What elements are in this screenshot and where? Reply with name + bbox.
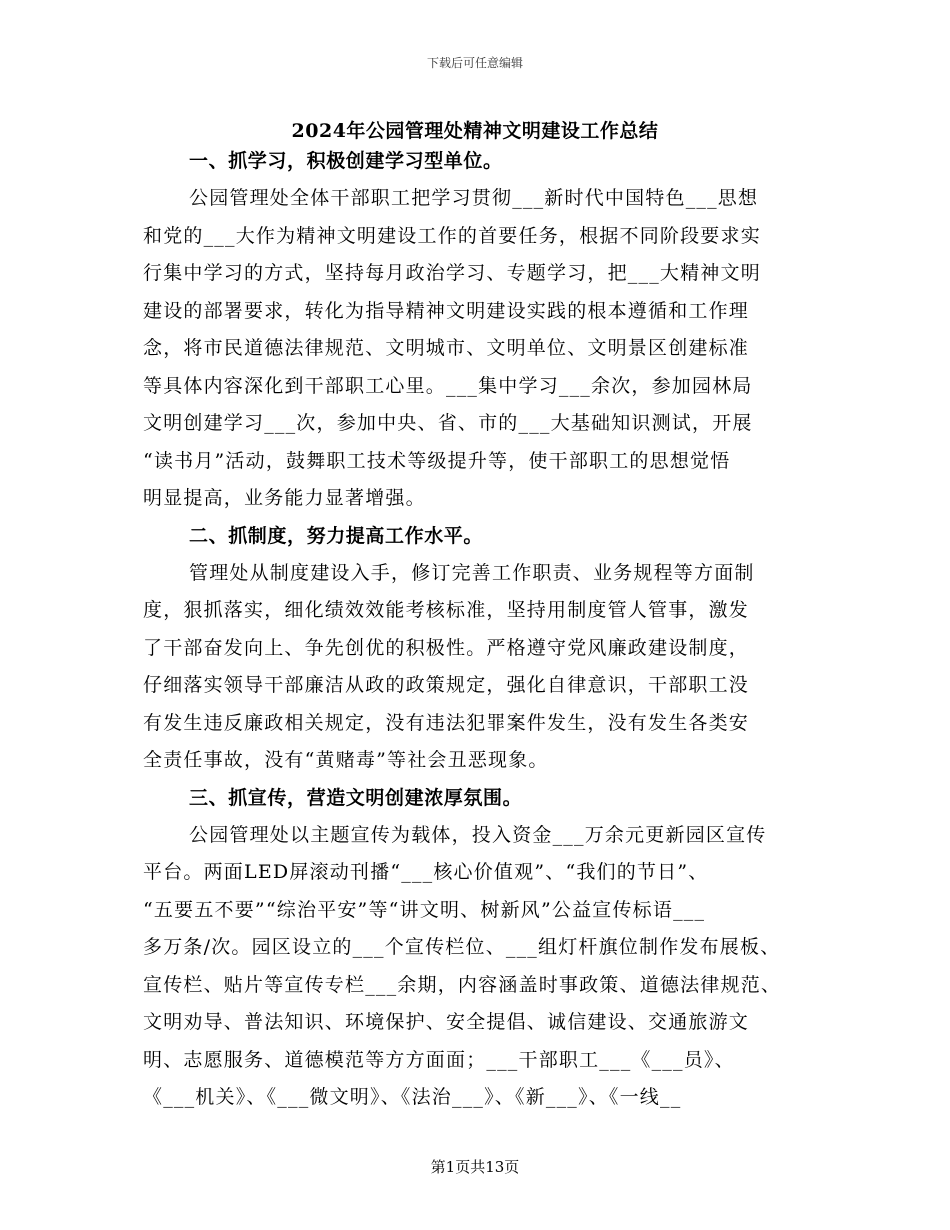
paragraph-line: 仔细落实领导干部廉洁从政的政策规定，强化自律意识，干部职工没 bbox=[143, 674, 750, 696]
paragraph-line: 明、志愿服务、道德模范等方方面面；___干部职工___《___员》、 bbox=[143, 1048, 735, 1071]
paragraph-line: 平台。两面LED屏滚动刊播“___核心价值观”、“我们的节日”、 bbox=[143, 861, 709, 883]
section-heading-3: 三、抓宣传，营造文明创建浓厚氛围。 bbox=[189, 786, 523, 809]
document-body bbox=[143, 143, 808, 1117]
paragraph-line: 度，狠抓落实，细化绩效效能考核标准，坚持用制度管人管事，激发 bbox=[143, 599, 750, 621]
paragraph-line: 行集中学习的方式，坚持每月政治学习、专题学习，把___大精神文明 bbox=[143, 262, 761, 284]
paragraph-line: 宣传栏、贴片等宣传专栏___余期，内容涵盖时事政策、道德法律规范、 bbox=[143, 973, 782, 996]
paragraph-line: 《___机关》、《___微文明》、《法治___》、《新___》、《一线__ bbox=[143, 1086, 682, 1108]
paragraph-line: “读书月”活动，鼓舞职工技术等级提升等，使干部职工的思想觉悟 bbox=[143, 449, 731, 472]
section-heading-1: 一、抓学习，积极创建学习型单位。 bbox=[189, 150, 503, 172]
paragraph-line: 明显提高，业务能力显著增强。 bbox=[143, 487, 426, 509]
header-note: 下载后可任意编辑 bbox=[426, 56, 523, 70]
paragraph-line: 公园管理处以主题宣传为载体，投入资金___万余元更新园区宣传 bbox=[189, 823, 767, 846]
paragraph-line: 文明劝导、普法知识、环境保护、安全提倡、诚信建设、交通旅游文 bbox=[143, 1011, 750, 1033]
paragraph-line: 了干部奋发向上、争先创优的积极性。严格遵守党风廉政建设制度， bbox=[143, 636, 750, 659]
paragraph-line: 念，将市民道德法律规范、文明城市、文明单位、文明景区创建标准 bbox=[143, 337, 750, 359]
paragraph-line: 多万条/次。园区设立的___个宣传栏位、___组灯杆旗位制作发布展板、 bbox=[143, 936, 781, 958]
paragraph-line: “五要五不要”“综治平安”等“讲文明、树新风”公益宣传标语___ bbox=[143, 898, 706, 921]
paragraph-line: 管理处从制度建设入手，修订完善工作职责、业务规程等方面制 bbox=[189, 561, 755, 584]
paragraph-line: 建设的部署要求，转化为指导精神文明建设实践的根本遵循和工作理 bbox=[143, 299, 750, 322]
paragraph-line: 等具体内容深化到干部职工心里。___集中学习___余次，参加园林局 bbox=[143, 374, 753, 397]
paragraph-line: 全责任事故，没有“黄赌毒”等社会丑恶现象。 bbox=[143, 749, 549, 771]
paragraph-line: 公园管理处全体干部职工把学习贯彻___新时代中国特色___思想 bbox=[189, 187, 759, 209]
paragraph-line: 有发生违反廉政相关规定，没有违法犯罪案件发生，没有发生各类安 bbox=[143, 711, 750, 734]
page-number-footer: 第1页共13页 bbox=[430, 1158, 520, 1176]
section-heading-2: 二、抓制度，努力提高工作水平。 bbox=[189, 524, 484, 547]
paragraph-line: 和党的___大作为精神文明建设工作的首要任务，根据不同阶段要求实 bbox=[143, 224, 761, 247]
paragraph-line: 文明创建学习___次，参加中央、省、市的___大基础知识测试，开展 bbox=[143, 412, 753, 434]
document-title: 2024年公园管理处精神文明建设工作总结 bbox=[291, 120, 659, 142]
